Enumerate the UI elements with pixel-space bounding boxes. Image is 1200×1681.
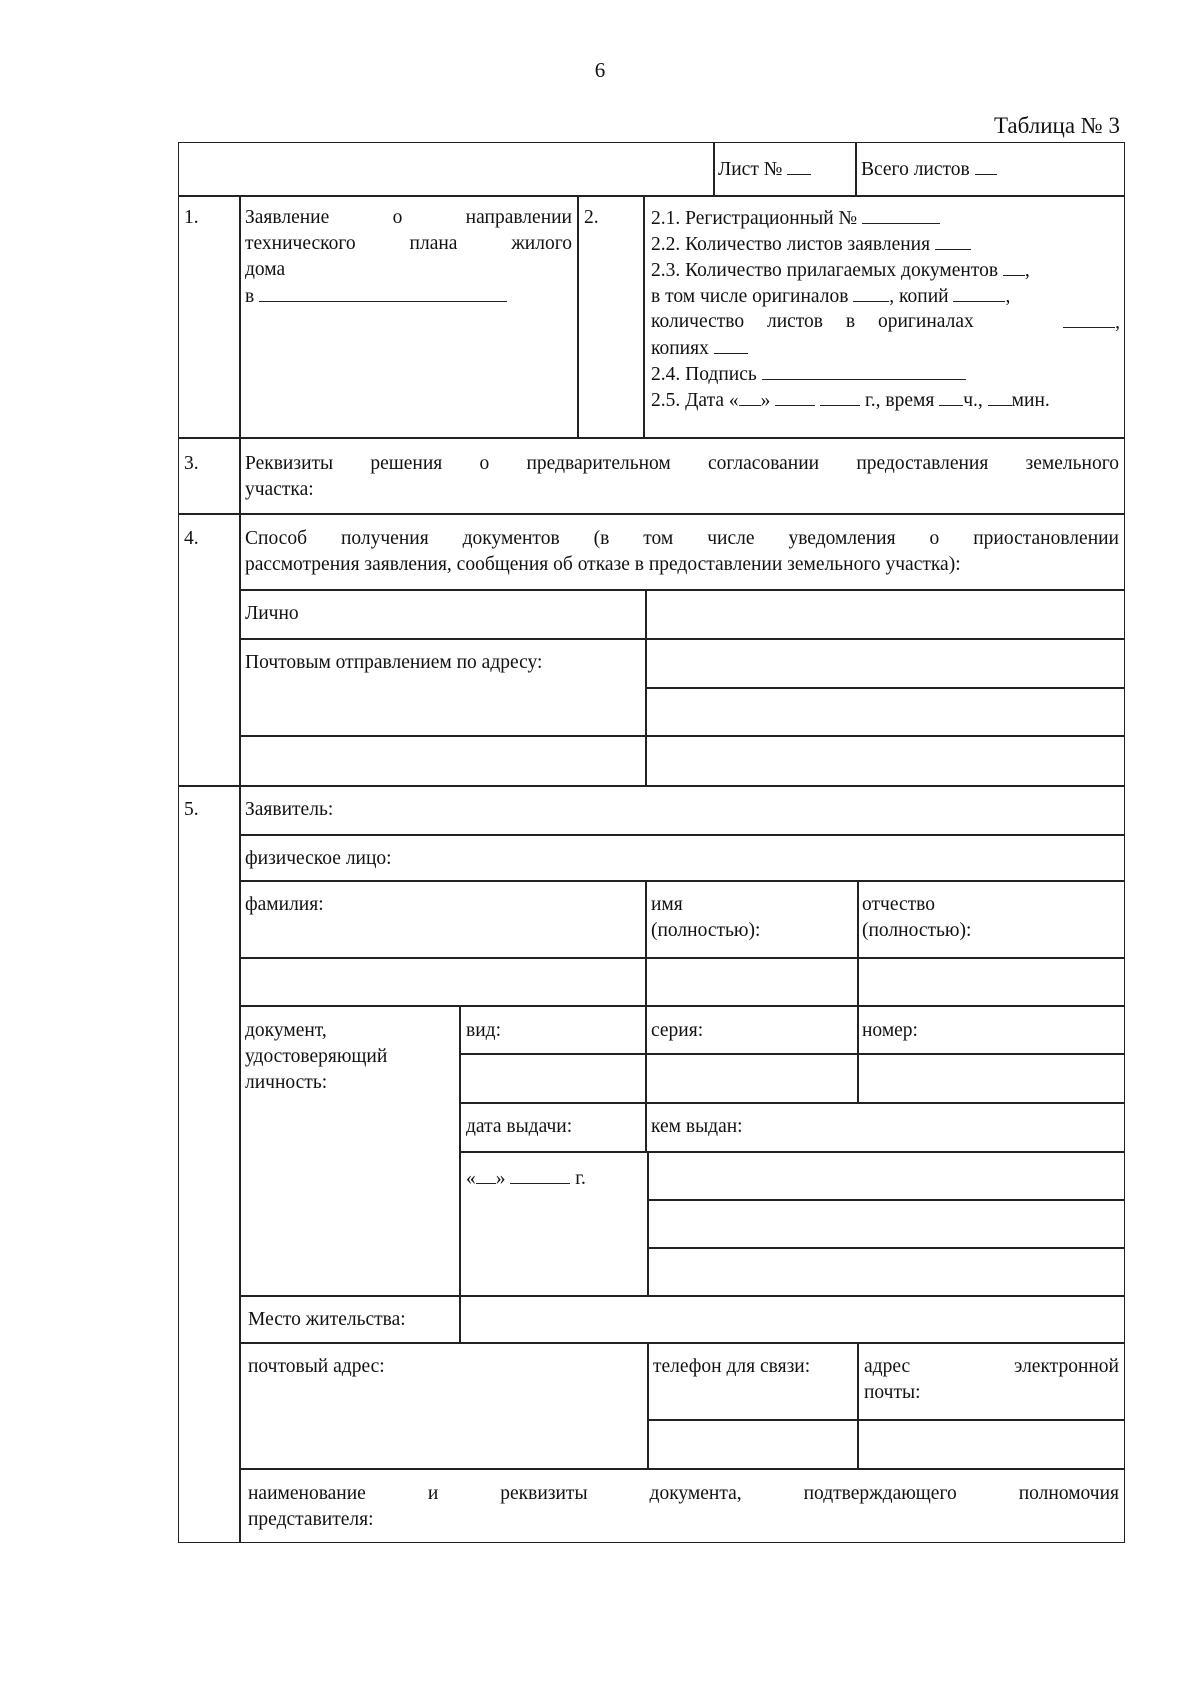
total-sheets-field[interactable] xyxy=(861,156,997,183)
application-title-line-2: технического плана жилого xyxy=(245,233,572,254)
attached-docs-label: 2.3. Количество прилагаемых документов xyxy=(651,260,999,281)
attached-docs-comma: , xyxy=(1024,260,1030,281)
delivery-by-mail-label: Почтовым отправлением по адресу: xyxy=(245,652,543,673)
date-quote-close: » xyxy=(760,390,771,411)
sheets-in-originals-label: количество листов в оригиналах xyxy=(651,311,974,332)
sheet-no-field[interactable] xyxy=(718,156,811,183)
signature-label: 2.4. Подпись xyxy=(651,364,757,385)
patronymic-label-line-1: отчество xyxy=(862,894,935,915)
representative-document-line-2: представителя: xyxy=(248,1509,374,1530)
delivery-in-person-label: Лично xyxy=(245,603,299,624)
date-year-blank[interactable] xyxy=(820,387,860,406)
representative-document-line-1: наименование и реквизиты документа, подтверждающего полномочия xyxy=(248,1483,1119,1504)
application-sheets-field[interactable] xyxy=(651,231,971,258)
residence-label: Место жительства: xyxy=(248,1309,406,1330)
date-day-blank[interactable] xyxy=(739,387,761,406)
document-kind-label: вид: xyxy=(466,1020,501,1041)
id-document-label-line-1: документ, xyxy=(245,1020,327,1041)
recipient-prefix: в xyxy=(245,286,255,307)
name-label-line-2: (полностью): xyxy=(651,920,761,941)
originals-blank[interactable] xyxy=(853,283,889,302)
minutes-unit: мин. xyxy=(1011,390,1050,411)
sheets-in-copies-field[interactable] xyxy=(651,335,748,362)
document-number-label: номер: xyxy=(862,1020,918,1041)
issue-date-label: дата выдачи: xyxy=(466,1116,573,1137)
individual-label: физическое лицо: xyxy=(245,848,392,869)
id-document-label-line-2: удостоверяющий xyxy=(245,1046,388,1067)
application-title-line-1: Заявление о направлении xyxy=(245,207,572,228)
issue-date-quote-close: » xyxy=(495,1168,506,1189)
issued-by-label: кем выдан: xyxy=(651,1116,743,1137)
total-sheets-label: Всего листов xyxy=(861,159,970,180)
row-3-number: 3. xyxy=(184,453,199,474)
registration-number-blank[interactable] xyxy=(862,205,940,224)
id-document-label-line-3: личность: xyxy=(245,1072,328,1093)
email-label-line-2: почты: xyxy=(864,1382,921,1403)
phone-label: телефон для связи: xyxy=(653,1356,811,1377)
attached-docs-field[interactable] xyxy=(651,257,1030,284)
sheets-in-originals-field[interactable] xyxy=(651,309,1120,335)
patronymic-label-line-2: (полностью): xyxy=(862,920,972,941)
delivery-method-line-2: рассмотрения заявления, сообщения об отказе в предоставлении земельного участка): xyxy=(245,554,961,575)
registration-number-label: 2.1. Регистрационный № xyxy=(651,208,858,229)
application-sheets-label: 2.2. Количество листов заявления xyxy=(651,234,931,255)
row-5-number: 5. xyxy=(184,799,199,820)
delivery-method-line-1: Способ получения документов (в том числе уведомления о приостановлении xyxy=(245,528,1119,549)
issue-date-quote-open: « xyxy=(466,1168,476,1189)
copies-comma: , xyxy=(1005,286,1011,307)
copies-blank[interactable] xyxy=(953,283,1005,302)
date-month-blank[interactable] xyxy=(775,387,815,406)
application-sheets-blank[interactable] xyxy=(935,231,971,250)
sheets-in-copies-label: копиях xyxy=(651,338,709,359)
time-minutes-blank[interactable] xyxy=(988,387,1012,406)
sheet-no-blank[interactable] xyxy=(787,156,811,175)
issue-day-blank[interactable] xyxy=(476,1165,496,1184)
table-caption: Таблица № 3 xyxy=(993,113,1120,138)
time-label: г., время xyxy=(865,390,935,411)
date-time-field[interactable] xyxy=(651,387,1050,414)
copies-label: , копий xyxy=(889,286,949,307)
recipient-blank[interactable] xyxy=(259,283,507,302)
row-1-number: 1. xyxy=(184,207,199,228)
page-number: 6 xyxy=(594,58,606,82)
signature-blank[interactable] xyxy=(762,361,966,380)
sheets-in-copies-blank[interactable] xyxy=(714,335,748,354)
row-4-number: 4. xyxy=(184,528,199,549)
sheet-no-label: Лист № xyxy=(718,159,783,180)
surname-label: фамилия: xyxy=(245,894,324,915)
signature-field[interactable] xyxy=(651,361,966,388)
email-label-line-1: адрес электронной xyxy=(864,1356,1119,1377)
hours-unit: ч., xyxy=(963,390,983,411)
time-hours-blank[interactable] xyxy=(939,387,963,406)
total-sheets-blank[interactable] xyxy=(975,156,997,175)
preliminary-approval-line-1: Реквизиты решения о предварительном согласовании предоставления земельного xyxy=(245,453,1119,474)
sheets-in-originals-comma: , xyxy=(1115,312,1120,333)
originals-copies-field[interactable] xyxy=(651,283,1010,310)
issue-year-suffix: г. xyxy=(575,1168,586,1189)
sheets-in-originals-blank[interactable] xyxy=(1063,309,1115,328)
attached-docs-blank[interactable] xyxy=(1003,257,1025,276)
registration-number-field[interactable] xyxy=(651,205,940,232)
date-label: 2.5. Дата « xyxy=(651,390,739,411)
row-2-number: 2. xyxy=(584,207,599,228)
preliminary-approval-line-2: участка: xyxy=(245,479,314,500)
document-series-label: серия: xyxy=(651,1020,704,1041)
issue-date-field[interactable] xyxy=(466,1165,586,1192)
issue-month-blank[interactable] xyxy=(510,1165,570,1184)
name-label-line-1: имя xyxy=(651,894,683,915)
originals-label: в том числе оригиналов xyxy=(651,286,849,307)
application-recipient-field[interactable] xyxy=(245,283,507,310)
postal-address-label: почтовый адрес: xyxy=(248,1356,385,1377)
application-title-line-3: дома xyxy=(245,259,286,280)
applicant-label: Заявитель: xyxy=(245,799,334,820)
